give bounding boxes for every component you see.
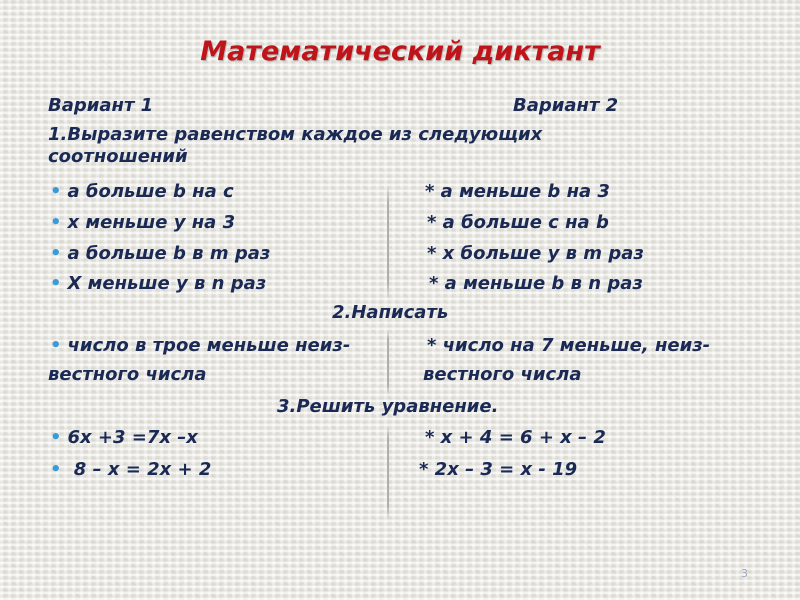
bullet-icon: • [50,212,62,233]
slide-number: 3 [741,567,748,580]
task-1-left-item-4 [50,273,266,295]
task-1-left-item-3 [50,243,270,265]
column-divider-middle [387,330,389,395]
item-text: а больше b на с [67,181,234,202]
item-text: Х меньше у в n раз [67,273,267,294]
task-2-heading: 2.Написать [332,302,449,323]
task-3-left-item-1 [50,427,198,449]
task-1-right-item-4: * а меньше b в n раз [429,273,643,294]
task-3-right-item-1: * х + 4 = 6 + х – 2 [425,427,606,448]
task-1-left-item-2 [50,212,235,234]
bullet-icon: • [50,243,62,264]
variant-1-label: Вариант 1 [48,95,154,116]
task-3-right-item-2: * 2х – 3 = х - 19 [419,459,578,480]
task-2-left-line-2: вестного числа [48,364,207,385]
task-1-right-item-1: * а меньше b на 3 [425,181,610,202]
bullet-icon: • [50,459,62,480]
task-3-left-item-2 [50,459,211,481]
column-divider-top [387,185,389,300]
task-3-heading: 3.Решить уравнение. [277,396,499,417]
task-2-left-line-1 [50,335,350,357]
item-text: а больше b в m раз [67,243,271,264]
task-2-right-line-1: * число на 7 меньше, неиз- [427,335,711,356]
bullet-icon: • [50,335,62,356]
task-1-right-item-3: * х больше у в m раз [427,243,644,264]
item-text: 6х +3 =7х –х [67,427,198,448]
bullet-icon: • [50,273,62,294]
task-1-heading-line-2: соотношений [48,146,188,167]
bullet-icon: • [50,427,62,448]
variant-2-label: Вариант 2 [513,95,619,116]
task-1-left-item-1 [50,181,234,203]
task-2-right-line-2: вестного числа [423,364,582,385]
task-1-heading-line-1: 1.Выразите равенством каждое из следующих [48,124,543,145]
item-text: 8 – х = 2х + 2 [67,459,212,480]
task-1-right-item-2: * а больше с на b [427,212,609,233]
bullet-icon: • [50,181,62,202]
item-text: х меньше у на 3 [67,212,236,233]
slide-title: Математический диктант [200,36,600,67]
item-text: число в трое меньше неиз- [67,335,351,356]
column-divider-bottom [387,425,389,520]
